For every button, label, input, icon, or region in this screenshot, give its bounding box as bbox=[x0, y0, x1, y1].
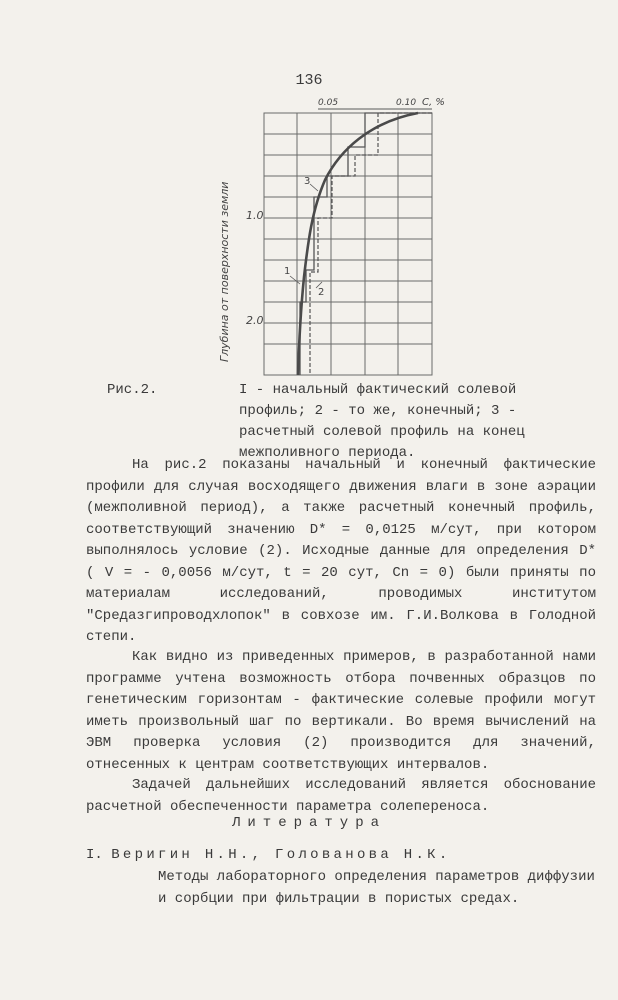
paragraph: Задачей дальнейших исследований является обоснование расчетной обеспеченности параметра солепереноса. bbox=[86, 777, 596, 815]
profile-initial bbox=[300, 113, 432, 375]
left-tick-label: 2.0 bbox=[246, 314, 264, 327]
profile-calculated bbox=[298, 113, 418, 375]
paragraph: Как видно из приведенных примеров, в разработанной нами программе учтена возможность отбора почвенных образцов по генетическим горизонтам - фактические солевые профили могут иметь произвольный шаг по вертикали. Во время вычислений на ЭВМ проверка условия (2) производится для значений, отнесенных к центрам соответствующих интервалов. bbox=[86, 649, 596, 773]
reference-text: Методы лабораторного определения параметров диффузии и сорбции при фильтрации в пористых средах. bbox=[158, 869, 595, 907]
left-tick-label: 1.0 bbox=[246, 209, 264, 222]
top-tick-label: 0.10 bbox=[396, 98, 417, 108]
curve-label-3: 3 bbox=[304, 176, 311, 187]
paragraph: На рис.2 показаны начальный и конечный фактические профили для случая восходящего движения влаги в зоне аэрации (межполивной период), а также расчетный конечный профиль, соответствующий значению D* = 0,0125 м/сут, при котором выполнялось условие (2). Исходные данные для определения D* ( V = - 0,0056 м/сут, t = 20 сут, Cn = 0) были приняты по материалам исследований, проводимых институтом "Средазгипроводхлопок" в совхозе им. Г.И.Волкова в Голодной степи. bbox=[86, 457, 596, 645]
body-paragraph-2 bbox=[86, 647, 596, 776]
profile-final bbox=[310, 113, 432, 375]
body-paragraph-3 bbox=[86, 775, 596, 818]
salt-profile-figure bbox=[200, 92, 460, 382]
references-heading: Литература bbox=[231, 815, 386, 831]
page-number: 136 bbox=[295, 72, 323, 89]
caption-text: I - начальный фактический солевой профиль; 2 - то же, конечный; 3 - расчетный солевой профиль на конец межполивного периода. bbox=[239, 382, 525, 461]
curve-label-2: 2 bbox=[318, 287, 325, 298]
top-tick-label: 0.05 bbox=[318, 98, 339, 108]
curve-label-1: 1 bbox=[284, 266, 291, 277]
reference-number: I. bbox=[86, 847, 103, 863]
reference-authors: Веригин Н.Н., Голованова Н.К. bbox=[111, 847, 451, 863]
y-axis-label: Глубина от поверхности земли bbox=[218, 181, 231, 362]
body-paragraph-1 bbox=[86, 455, 596, 649]
top-axis-unit: C, % bbox=[422, 97, 445, 108]
figure-caption bbox=[107, 380, 533, 464]
caption-label: Рис.2. bbox=[107, 382, 158, 398]
reference-item bbox=[86, 844, 596, 910]
